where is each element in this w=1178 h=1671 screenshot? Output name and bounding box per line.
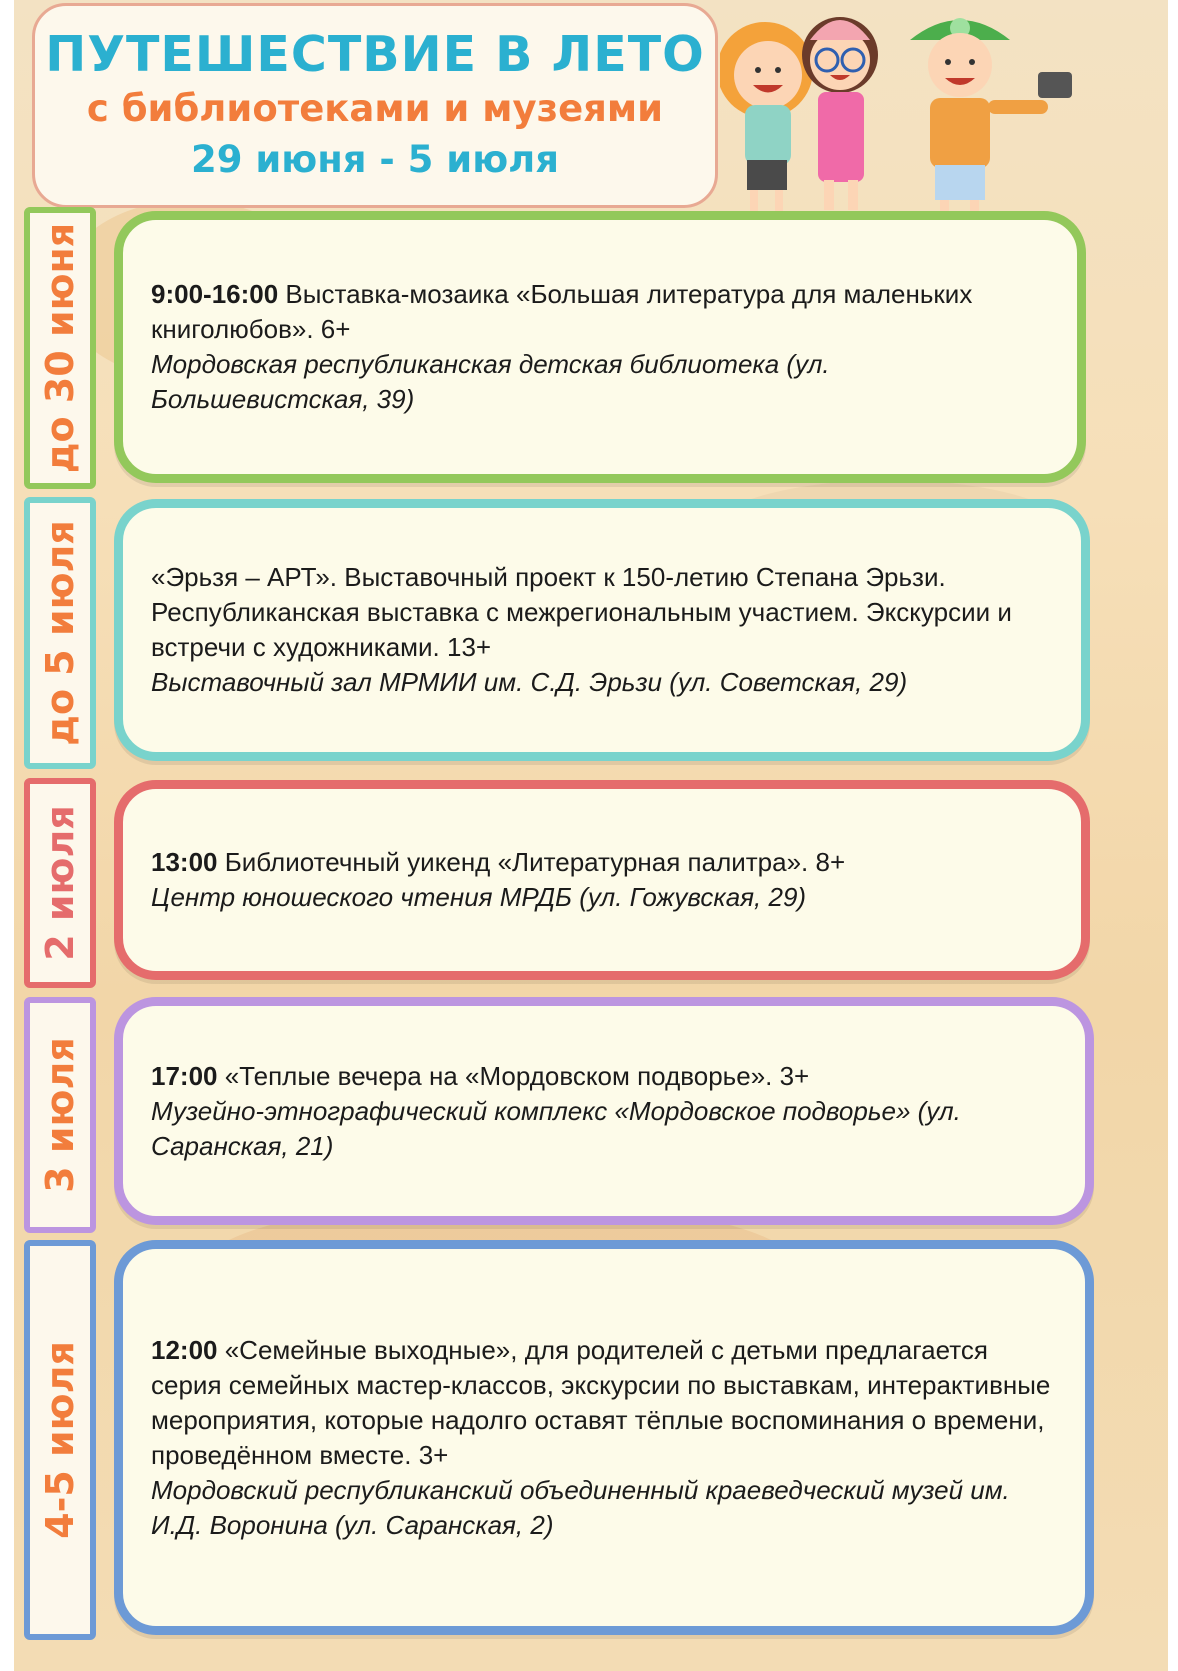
event-location: Мордовский республиканский объединенный краеведческий музей им. И.Д. Воронина (ул. Саранская, 2) <box>151 1474 1010 1540</box>
header-banner <box>32 3 718 208</box>
page-title: ПУТЕШЕСТВИЕ В ЛЕТО <box>45 26 705 83</box>
date-tab-label: 2 июля <box>38 805 82 961</box>
date-tab <box>24 1240 96 1640</box>
date-tab <box>24 778 96 988</box>
event-description <box>151 845 1051 880</box>
event-location: Центр юношеского чтения МРДБ (ул. Гожувская, 29) <box>151 882 807 912</box>
event-card <box>114 499 1090 761</box>
event-card <box>114 1240 1094 1635</box>
date-tab-label: до 30 июня <box>38 222 82 474</box>
event-description <box>151 277 1047 347</box>
date-tab <box>24 497 96 769</box>
page-right-margin <box>1168 0 1178 1671</box>
event-title: Библиотечный уикенд «Литературная палитра». 8+ <box>217 847 846 877</box>
date-tab <box>24 207 96 489</box>
child-right-figure <box>910 18 1072 225</box>
event-row-4 <box>24 995 1164 1235</box>
child-left-figure <box>720 22 813 218</box>
page-subtitle: с библиотеками и музеями <box>86 87 664 130</box>
event-row-3 <box>24 776 1164 991</box>
event-title: «Теплые вечера на «Мордовском подворье». 3+ <box>217 1060 810 1091</box>
event-description: «Эрьзя – АРТ». Выставочный проект к 150-летию Степана Эрьзи. Республиканская выставка с межрегиональным участием. Экскурсии и встречи с художниками. 13+ <box>151 562 1012 662</box>
date-tab-label: 3 июля <box>38 1037 82 1193</box>
date-tab <box>24 997 96 1233</box>
date-range: 29 июня - 5 июля <box>190 138 560 181</box>
event-time: 13:00 <box>151 847 218 877</box>
event-row-2 <box>24 495 1164 770</box>
event-row-1 <box>24 205 1164 490</box>
page-left-margin <box>0 0 14 1671</box>
event-card <box>114 211 1086 483</box>
event-row-5 <box>24 1240 1164 1640</box>
event-location: Выставочный зал МРМИИ им. С.Д. Эрьзи (ул. Советская, 29) <box>151 667 908 697</box>
event-description <box>151 1333 1055 1473</box>
event-location: Мордовская республиканская детская библиотека (ул. Большевистская, 39) <box>151 349 830 414</box>
event-time: 9:00-16:00 <box>151 279 279 309</box>
event-description <box>151 1059 1055 1094</box>
date-tab-label: до 5 июля <box>38 520 82 746</box>
event-location: Музейно-этнографический комплекс «Мордовское подворье» (ул. Саранская, 21) <box>151 1095 961 1161</box>
child-middle-figure <box>802 17 878 210</box>
event-title: «Семейные выходные», для родителей с детьми предлагается серия семейных мастер-классов, экскурсии по выставкам, интерактивные мероприятия, которые надолго оставят тёплые воспоминания о времени, проведённом вместе. 3+ <box>151 1334 1051 1470</box>
event-card <box>114 997 1094 1225</box>
event-title: Выставка-мозаика «Большая литература для маленьких книголюбов». 6+ <box>151 279 973 344</box>
date-tab-label: 4-5 июля <box>38 1341 82 1539</box>
event-card <box>114 780 1090 980</box>
event-time: 17:00 <box>151 1060 218 1091</box>
event-time: 12:00 <box>151 1334 218 1365</box>
